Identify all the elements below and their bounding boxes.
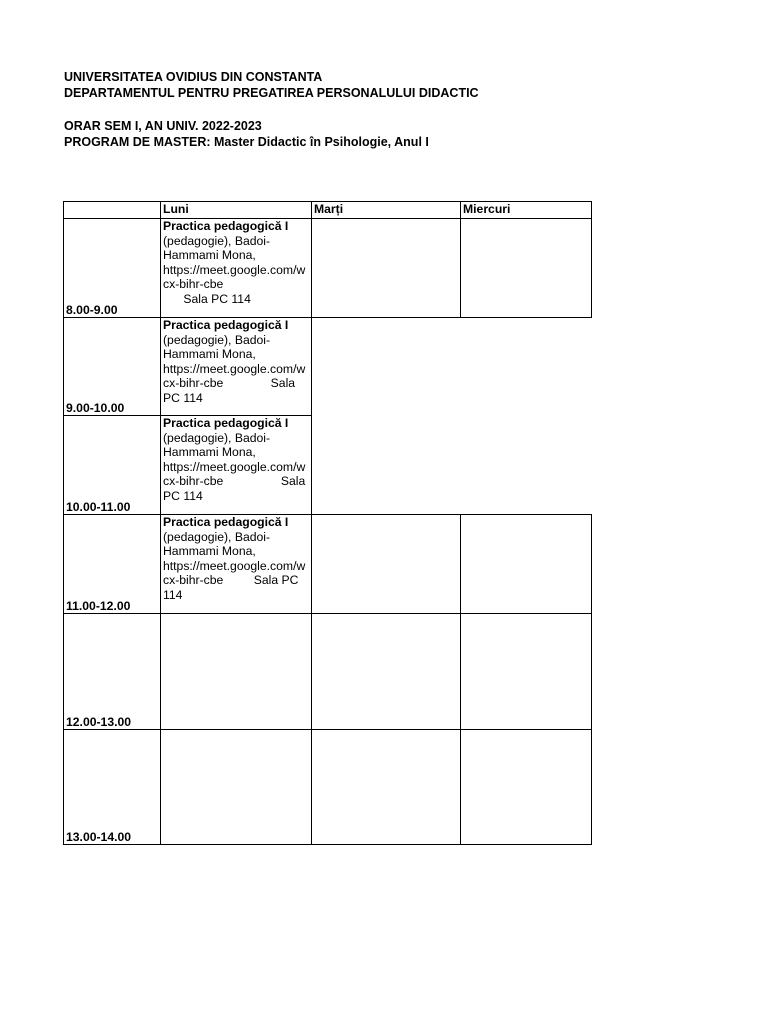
column-header-luni: Luni — [161, 202, 312, 219]
course-details: (pedagogie), Badoi- Hammami Mona, https://meet.google.com/w cx-bihr-cbe Sala PC 114 — [163, 233, 306, 306]
course-details: (pedagogie), Badoi- Hammami Mona, https://meet.google.com/w cx-bihr-cbe Sala PC 114 — [163, 430, 306, 503]
empty-cell — [312, 730, 461, 845]
course-title: Practica pedagogică I — [163, 515, 289, 529]
table-row — [64, 614, 592, 730]
table-row — [64, 318, 592, 416]
empty-cell — [161, 614, 312, 730]
course-cell — [161, 318, 312, 416]
course-cell — [161, 416, 312, 515]
table-row — [64, 515, 592, 614]
document-header — [64, 69, 479, 150]
time-slot: 11.00-12.00 — [64, 515, 161, 614]
column-header-miercuri: Miercuri — [461, 202, 592, 219]
department-name: DEPARTAMENTUL PENTRU PREGATIREA PERSONALULUI DIDACTIC — [64, 86, 479, 100]
course-title: Practica pedagogică I — [163, 219, 289, 233]
empty-cell — [161, 730, 312, 845]
course-details: (pedagogie), Badoi- Hammami Mona, https://meet.google.com/w cx-bihr-cbe Sala PC 114 — [163, 332, 306, 405]
table-row — [64, 730, 592, 845]
column-header-time — [64, 202, 161, 219]
course-cell — [161, 515, 312, 614]
time-slot: 13.00-14.00 — [64, 730, 161, 845]
empty-cell — [312, 219, 461, 318]
column-header-marti: Marți — [312, 202, 461, 219]
empty-cell — [461, 614, 592, 730]
program-label: PROGRAM DE MASTER: — [64, 135, 211, 149]
time-slot: 9.00-10.00 — [64, 318, 161, 416]
course-cell — [161, 219, 312, 318]
empty-cell — [461, 515, 592, 614]
course-details: (pedagogie), Badoi- Hammami Mona, https://meet.google.com/w cx-bihr-cbe Sala PC 114 — [163, 529, 306, 602]
time-slot: 10.00-11.00 — [64, 416, 161, 515]
schedule-table — [63, 201, 592, 845]
table-header-row — [64, 202, 592, 219]
course-title: Practica pedagogică I — [163, 318, 289, 332]
empty-cell — [312, 614, 461, 730]
university-name: UNIVERSITATEA OVIDIUS DIN CONSTANTA — [64, 70, 323, 84]
merged-empty-cell — [312, 318, 592, 515]
program-name: Master Didactic în Psihologie, Anul I — [214, 135, 429, 149]
empty-cell — [312, 515, 461, 614]
program-line — [64, 134, 479, 150]
schedule-title: ORAR SEM I, AN UNIV. 2022-2023 — [64, 119, 262, 133]
time-slot: 12.00-13.00 — [64, 614, 161, 730]
empty-cell — [461, 219, 592, 318]
empty-cell — [461, 730, 592, 845]
table-row — [64, 219, 592, 318]
course-title: Practica pedagogică I — [163, 416, 289, 430]
time-slot: 8.00-9.00 — [64, 219, 161, 318]
